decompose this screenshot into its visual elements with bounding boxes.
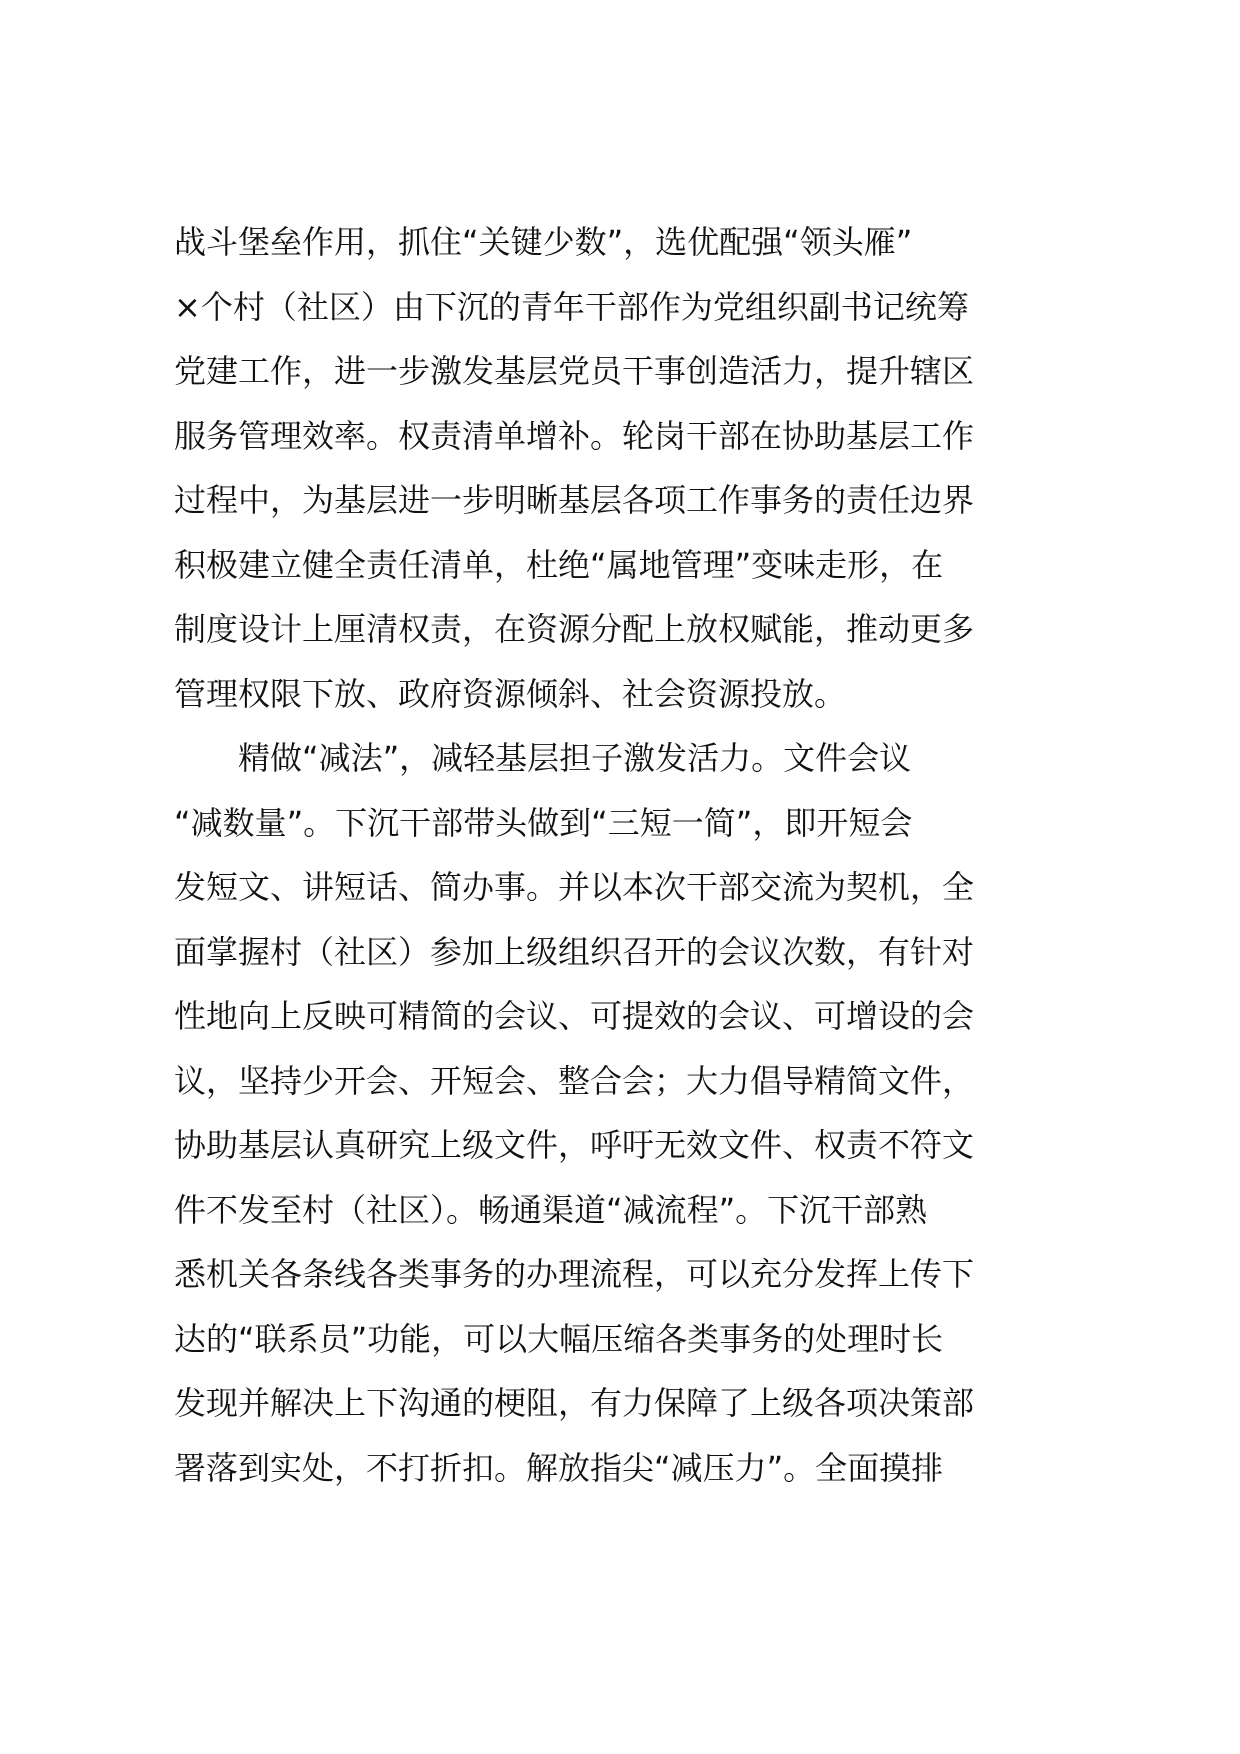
text-line: 署落到实处，不打折扣。解放指尖“减压力”。全面摸排 [174, 1448, 944, 1487]
text-line: 议，坚持少开会、开短会、整合会；大力倡导精简文件， [174, 1061, 975, 1100]
text-line: 积极建立健全责任清单，杜绝“属地管理”变味走形，在 [174, 545, 944, 584]
text-line: 党建工作，进一步激发基层党员干事创造活力，提升辖区 [174, 352, 975, 390]
text-line: 发短文、讲短话、简办事。并以本次干部交流为契机，全 [174, 868, 975, 906]
text-line: 管理权限下放、政府资源倾斜、社会资源投放。 [174, 674, 847, 713]
text-line: 制度设计上厘清权责，在资源分配上放权赋能，推动更多 [174, 610, 975, 648]
paragraph-start-line: 精做“减法”，减轻基层担子激发活力。文件会议 [238, 739, 912, 777]
text-line: 发现并解决上下沟通的梗阻，有力保障了上级各项决策部 [174, 1384, 975, 1422]
text-line: 协助基层认真研究上级文件，呼吁无效文件、权责不符文 [174, 1126, 975, 1164]
text-line: “减数量”。下沉干部带头做到“三短一简”，即开短会 [174, 803, 913, 842]
text-line: 悉机关各条线各类事务的办理流程，可以充分发挥上传下 [174, 1255, 975, 1293]
text-line: 服务管理效率。权责清单增补。轮岗干部在协助基层工作 [174, 416, 975, 455]
text-line: 件不发至村（社区）。畅通渠道“减流程”。下沉干部熟 [174, 1190, 928, 1229]
text-line: 过程中，为基层进一步明晰基层各项工作事务的责任边界 [174, 481, 975, 519]
text-line: 战斗堡垒作用，抓住“关键少数”，选优配强“领头雁” [174, 223, 913, 261]
body-text [174, 210, 1090, 1500]
text-line: 达的“联系员”功能，可以大幅压缩各类事务的处理时长 [174, 1319, 944, 1358]
text-line: 面掌握村（社区）参加上级组织召开的会议次数，有针对 [174, 932, 975, 971]
text-line: ×个村（社区）由下沉的青年干部作为党组织副书记统筹 [174, 287, 969, 326]
text-line: 性地向上反映可精简的会议、可提效的会议、可增设的会 [174, 997, 975, 1035]
